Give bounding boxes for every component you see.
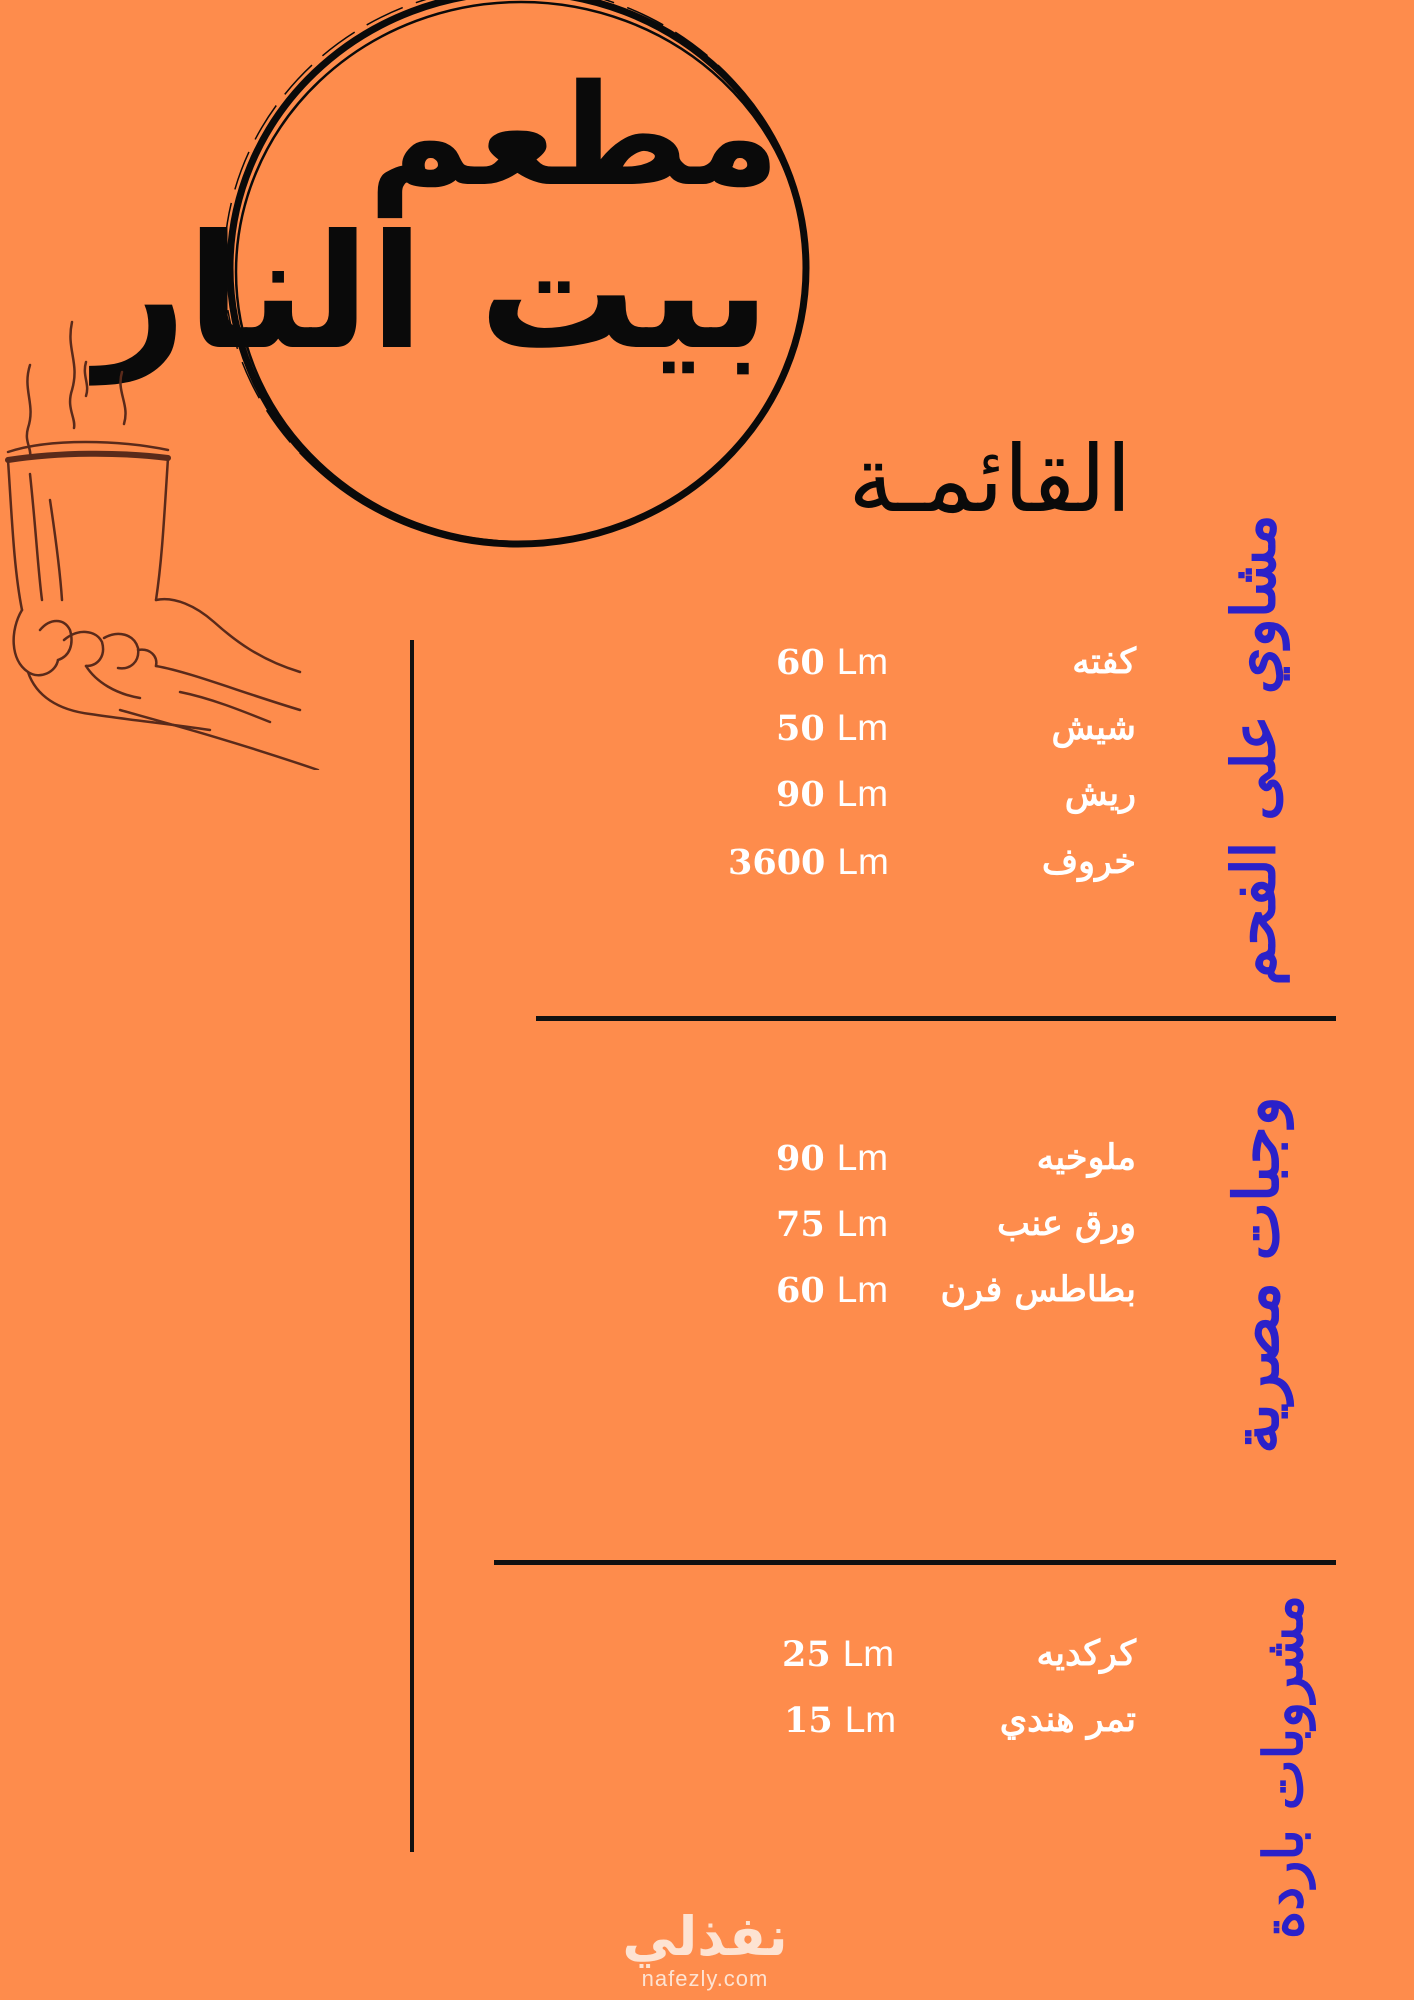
menu-item-name: بطاطس فرن <box>940 1269 1136 1310</box>
menu-item-price: 3600 Lm <box>728 841 889 883</box>
restaurant-title-line-2: بيت النار <box>95 201 770 385</box>
menu-item-price: 90 Lm <box>776 773 889 815</box>
menu-item-name: خروف <box>1041 841 1136 882</box>
watermark-logo: نفذلي <box>622 1905 788 1968</box>
menu-item-name: ملوخيه <box>1036 1137 1136 1178</box>
menu-item-name: تمر هندي <box>999 1699 1136 1740</box>
menu-item-name: كركديه <box>1036 1633 1136 1674</box>
category-heading-grill: مشاوي على الفحم <box>1220 514 1290 986</box>
menu-heading: القائمـة <box>848 426 1132 533</box>
menu-item-price: 75 Lm <box>776 1203 889 1245</box>
menu-item-price: 50 Lm <box>776 707 889 749</box>
restaurant-title-line-1: مطعم <box>368 55 780 218</box>
menu-item-price: 25 Lm <box>782 1633 895 1675</box>
menu-item-price: 60 Lm <box>776 1269 889 1311</box>
vertical-divider <box>410 640 414 1852</box>
menu-item-price: 90 Lm <box>776 1137 889 1179</box>
menu-item-name: كفته <box>1072 641 1136 682</box>
menu-item-price: 60 Lm <box>776 641 889 683</box>
category-heading-egyptian-meals: وجبات مصرية <box>1220 1096 1293 1454</box>
menu-item-name: شيش <box>1051 707 1136 748</box>
menu-item-name: ريش <box>1064 773 1136 814</box>
section-divider-2 <box>494 1560 1336 1565</box>
cup-in-hand-illustration <box>0 300 340 770</box>
menu-item-price: 15 Lm <box>784 1699 897 1741</box>
menu-item-name: ورق عنب <box>997 1203 1136 1244</box>
section-divider-1 <box>536 1016 1336 1021</box>
category-heading-cold-drinks: مشروبات باردة <box>1251 1595 1315 1939</box>
watermark-url: nafezly.com <box>641 1966 769 1991</box>
